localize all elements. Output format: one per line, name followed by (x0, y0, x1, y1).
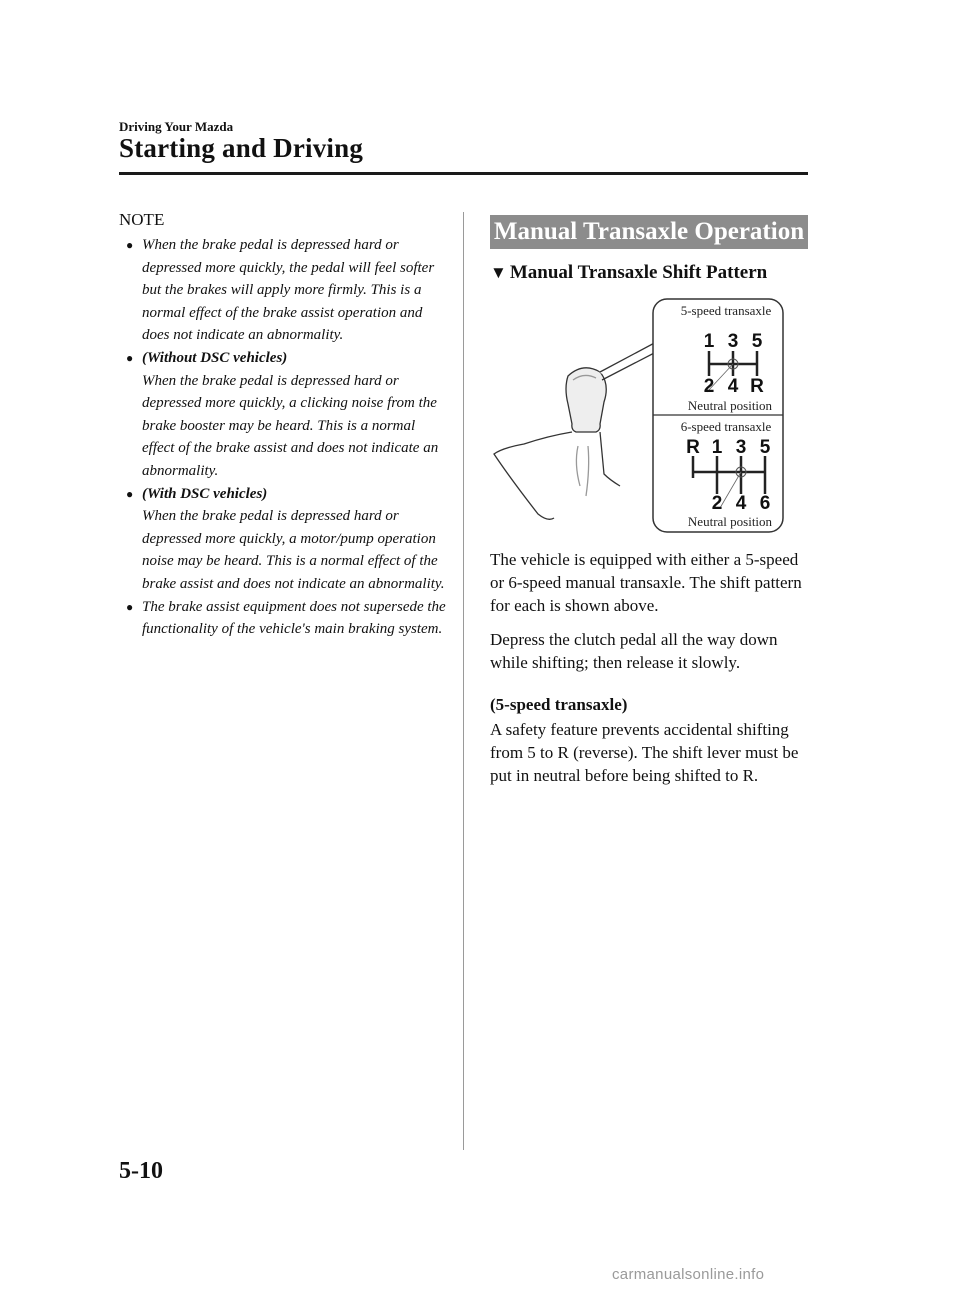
note-heading: (Without DSC vehicles) (142, 349, 288, 366)
note-text: The brake assist equipment does not supersede the functionality of the vehicle's main braking system. (142, 598, 446, 638)
note-heading: (With DSC vehicles) (142, 485, 268, 502)
gear-3-label: 3 (735, 437, 747, 458)
gear-1-label: 1 (703, 331, 715, 352)
gear-knob-illustration (494, 340, 660, 519)
paragraph-clutch: Depress the clutch pedal all the way down while shifting; then release it slowly. (490, 630, 778, 672)
note-item (119, 483, 449, 596)
gear-4-label: 4 (735, 493, 747, 514)
gear-5-label: 5 (759, 437, 771, 458)
subheading (490, 262, 767, 284)
subheading-text: Manual Transaxle Shift Pattern (509, 262, 768, 283)
section-heading-bar: Manual Transaxle Operation (490, 215, 808, 249)
section-small-title: Driving Your Mazda (119, 119, 234, 134)
triangle-marker-icon: ▼ (490, 263, 507, 282)
note-item (119, 347, 449, 483)
five-speed-label: 5-speed transaxle (680, 303, 772, 318)
gear-5-label: 5 (751, 331, 763, 352)
note-list (119, 234, 449, 641)
neutral-position-label: Neutral position (687, 514, 773, 529)
six-speed-label: 6-speed transaxle (680, 419, 772, 434)
note-item (119, 234, 449, 347)
gear-r-label: R (750, 376, 764, 397)
watermark: carmanualsonline.info (612, 1266, 765, 1283)
gear-2-label: 2 (711, 493, 723, 514)
bullet-icon: ● (126, 599, 134, 614)
note-text: When the brake pedal is depressed hard or depressed more quickly, a motor/pump operation noise may be heard. This is a normal effect of the brake assist and does not indicate an abnormality. (142, 508, 445, 592)
gear-2-label: 2 (703, 376, 715, 397)
note-text: When the brake pedal is depressed hard or depressed more quickly, the pedal will feel softer but the brakes will apply more firmly. This is a normal effect of the brake assist operation and does not indicate an abnormality. (142, 237, 435, 344)
header-rule (119, 172, 808, 175)
gear-r-label: R (686, 437, 700, 458)
neutral-position-label: Neutral position (687, 398, 773, 413)
bullet-icon: ● (126, 350, 134, 365)
bullet-icon: ● (126, 238, 134, 252)
gear-1-label: 1 (711, 437, 723, 458)
gear-3-label: 3 (727, 331, 739, 352)
column-divider (463, 212, 464, 1150)
paragraph-safety-feature: A safety feature prevents accidental shifting from 5 to R (reverse). The shift lever must be put in neutral before being shifted to R. (490, 720, 799, 785)
note-item (119, 596, 449, 641)
section-title: Starting and Driving (119, 133, 364, 163)
note-text: When the brake pedal is depressed hard or depressed more quickly, a clicking noise from the brake booster may be heard. This is a normal effect of the brake assist and does not indicate an abnormality. (142, 372, 439, 479)
gear-4-label: 4 (727, 376, 739, 397)
note-title: NOTE (119, 210, 165, 229)
bullet-icon: ● (126, 486, 134, 501)
page-number: 5-10 (119, 1158, 163, 1184)
paragraph-heading-5-speed: (5-speed transaxle) (490, 695, 628, 714)
shift-pattern-figure (488, 296, 808, 536)
gear-6-label: 6 (759, 493, 771, 514)
paragraph-transaxle-types: The vehicle is equipped with either a 5-speed or 6-speed manual transaxle. The shift pattern for each is shown above. (490, 550, 802, 615)
